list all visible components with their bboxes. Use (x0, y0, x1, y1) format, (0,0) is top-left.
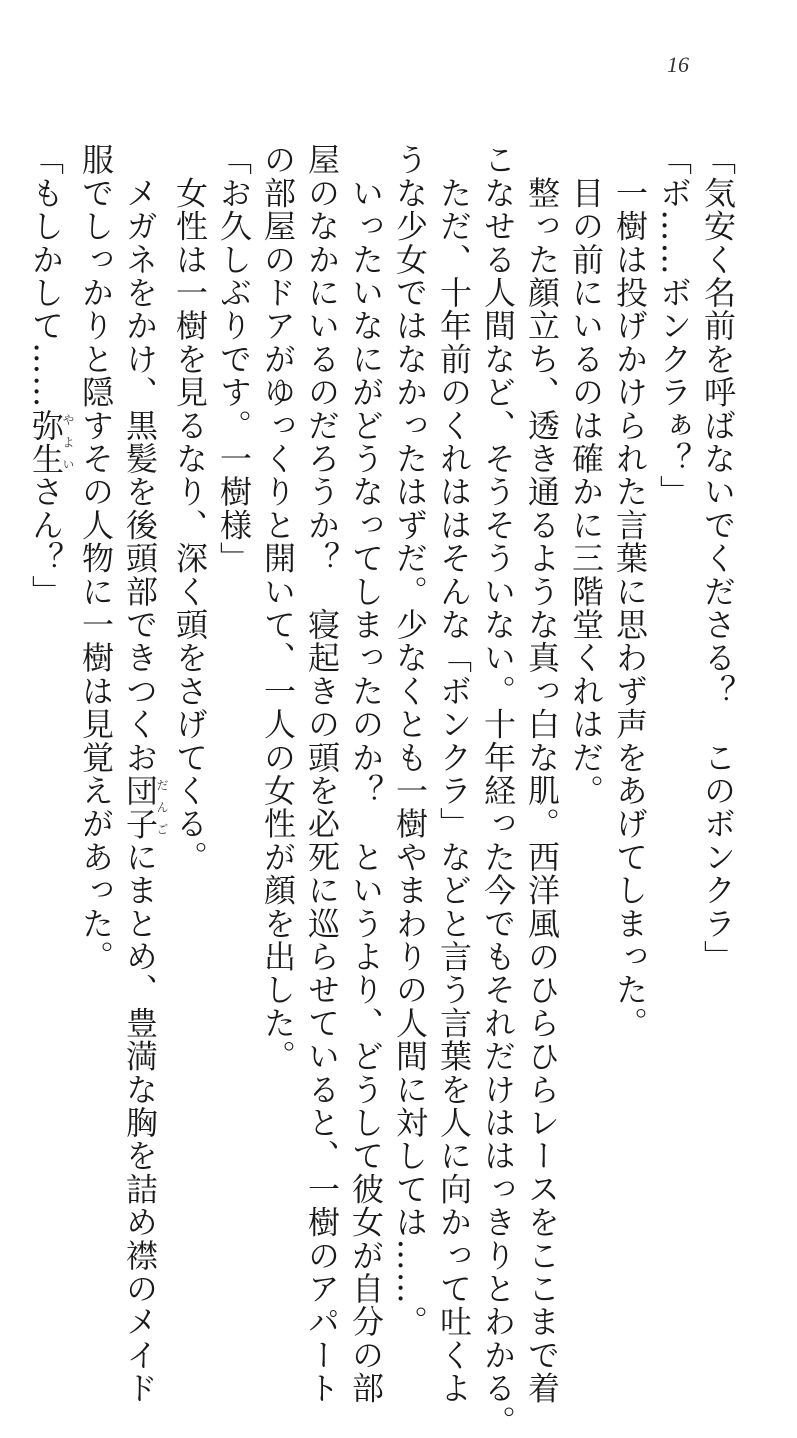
text-line-16 (24, 143, 74, 1173)
text-line-4: 目の前にいるのは確かに三階堂くれはだ。 (567, 143, 605, 807)
page-number: 16 (667, 52, 689, 77)
text-line-12: 「お久しぶりです。一樹様」 (215, 143, 253, 575)
text-line-8: うな少女ではなかったはずだ。少なくとも一樹やまわりの人間に対しては……。 (391, 143, 429, 1339)
ruby-dango-base: 団子 (121, 773, 159, 841)
novel-text-body (27, 143, 740, 1438)
text-line-13: 女性は一樹を見るなり、深く頭をさげてくる。 (171, 143, 209, 874)
text-line-3: 一樹は投げかけられた言葉に思わず声をあげてしまった。 (611, 143, 649, 1040)
text-line-16-before: 「もしかして…… (27, 143, 65, 409)
text-line-2: 「ボ……ボンクラぁ？」 (655, 143, 693, 509)
text-line-14-before: メガネをかけ、黒髪を後頭部できつくお (121, 143, 159, 774)
text-line-7: ただ、十年前のくれははそんな「ボンクラ」などと言う言葉を人に向かって吐くよ (435, 143, 473, 1405)
text-line-14 (118, 143, 169, 1405)
text-line-9: いったいなにがどうなってしまったのか？ というより、どうして彼女が自分の部 (347, 143, 385, 1405)
text-line-15: 服でしっかりと隠すその人物に一樹は見覚えがあった。 (77, 143, 115, 973)
ruby-yayoi-base: 弥生 (27, 408, 65, 476)
text-line-1: 「気安く名前を呼ばないでくださる？ このボンクラ」 (699, 143, 737, 973)
text-line-10: 屋のなかにいるのだろうか？ 寝起きの頭を必死に巡らせていると、一樹のアパート (303, 143, 341, 1405)
text-line-11: の部屋のドアがゆっくりと開いて、一人の女性が顔を出した。 (259, 143, 297, 1073)
text-line-14-after: にまとめ、豊満な胸を詰め襟のメイド (121, 840, 159, 1405)
text-line-16-after: さん？」 (27, 475, 65, 608)
text-line-5: 整った顔立ち、透き通るような真っ白な肌。西洋風のひらひらレースをここまで着 (523, 143, 561, 1405)
ruby-dango (121, 773, 169, 841)
ruby-yayoi (27, 408, 75, 476)
text-line-6: こなせる人間など、そうそういない。十年経った今でもそれだけははっきりとわかる。 (479, 143, 517, 1438)
ruby-dango-reading: だんご (155, 773, 169, 841)
ruby-yayoi-reading: やよい (61, 408, 75, 476)
